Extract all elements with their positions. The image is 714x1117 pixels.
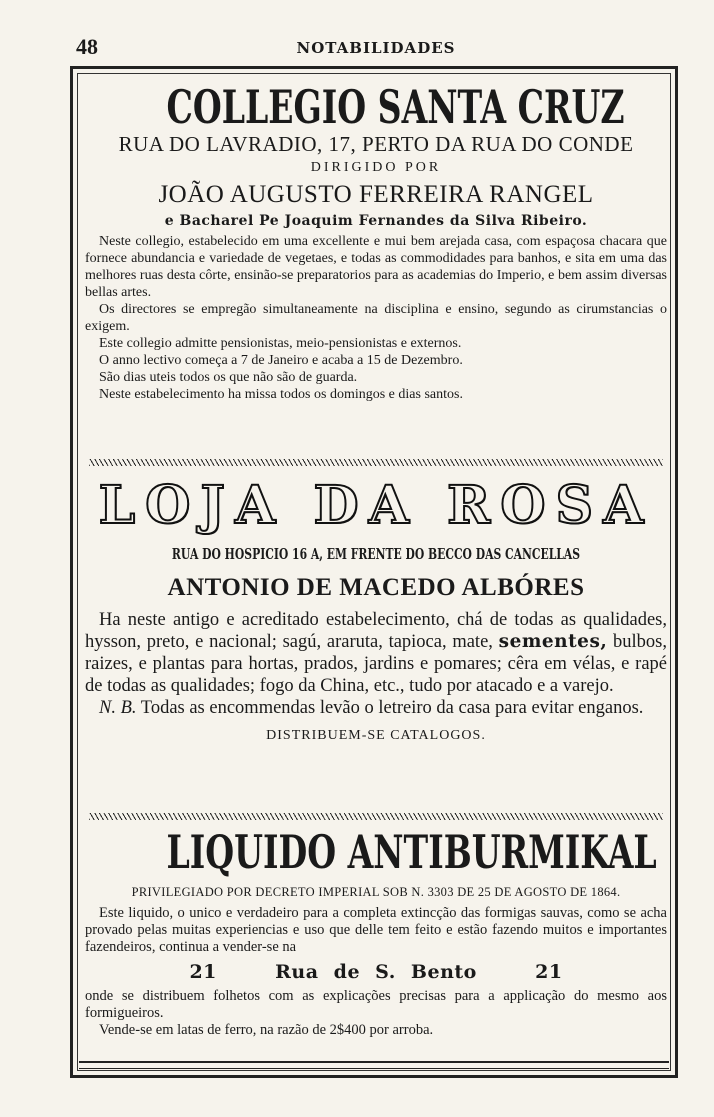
ad1-co-director: e Bacharel Pe Joaquim Fernandes da Silva Ribeiro. [164,213,588,229]
ad2-nb [85,697,667,719]
ad2-text-before: Ha neste antigo e acreditado estabelecimento, chá de todas as qualidades, hysson, preto, e nacional; sagú, araruta, tapioca, mate, [85,610,667,652]
ad1-paragraph-3: Este collegio admitte pensionistas, meio-pensionistas e externos. [99,336,462,351]
ad3-title: LIQUIDO ANTIBURMIKAL [166,825,657,879]
ad3-address-number: 21 [535,961,563,983]
ad-collegio-santa-cruz [85,80,667,403]
ad2-paragraph [85,609,667,697]
ad1-paragraph-4: O anno lectivo começa a 7 de Janeiro e acaba a 15 de Dezembro. [99,353,463,368]
ad3-address-number: 21 [189,961,217,983]
ad2-catalog: DISTRIBUEM-SE CATALOGOS. [266,728,486,743]
ad3-paragraph-3: Vende-se em latas de ferro, na razão de 2$400 por arroba. [99,1022,434,1038]
ad3-paragraph-2: onde se distribuem folhetos com as explicações precisas para a applicação do mesmo aos formigueiros. [85,988,667,1021]
ad-loja-da-rosa [85,473,667,747]
ad3-address [85,958,667,986]
ad2-nb-label: N. B. [99,698,137,718]
advertisement-frame [70,66,678,1078]
ad1-paragraph-5: São dias uteis todos os que não são de guarda. [99,370,358,385]
page-number: 48 [76,34,98,59]
ad3-paragraph-1: Este liquido, o unico e verdadeiro para a completa extincção das formigas sauvas, como se acha provado pelas muitas experiencias e uso que delle tem feito e estão fazendo muitos e importantes fazendeiros, continua a vender-se na [85,905,667,955]
ad1-title: COLLEGIO SANTA CRUZ [166,80,625,134]
ad3-address-street: Rua de S. Bento [275,961,477,983]
ad2-text-bold: sementes, [498,631,608,652]
running-title: NOTABILIDADES [296,39,456,57]
wavy-separator [89,813,663,820]
ad1-director: JOÃO AUGUSTO FERREIRA RANGEL [158,181,594,208]
ad2-title: LOJA DA ROSA [98,475,654,536]
ad1-paragraph-6: Neste estabelecimento ha missa todos os domingos e dias santos. [99,387,463,402]
ad1-address: RUA DO LAVRADIO, 17, PERTO DA RUA DO CONDE [118,132,634,156]
ad-liquido-antiburmikal [85,827,667,1039]
ad1-paragraph-1: Neste collegio, estabelecido em uma excellente e mui bem arejada casa, com espaçosa chacara que fornece abundancia e variedade de vegetaes, e todas as commodidades para banhos, e sita em uma das melhores ruas desta côrte, ensinão-se preparatorios para as academias do Imperio, e bem assim diversas bellas artes. [85,234,667,300]
ad1-paragraph-2: Os directores se empregão simultaneamente na disciplina e ensino, segundo as cirumstancias o exigem. [85,302,667,334]
wavy-separator [89,459,663,466]
ad3-privilege: PRIVILEGIADO POR DECRETO IMPERIAL SOB N. 3303 DE 25 DE AGOSTO DE 1864. [131,885,621,899]
ad1-directed-by: DIRIGIDO POR [310,160,442,175]
ad2-address: RUA DO HOSPICIO 16 A, EM FRENTE DO BECCO DAS CANCELLAS [171,545,581,563]
bottom-double-rule [79,1061,669,1069]
page-header [76,34,676,60]
ad2-nb-text: Todas as encommendas levão o letreiro da casa para evitar enganos. [136,698,644,718]
ad2-text-after: bulbos, raizes, e plantas para hortas, prados, jardins e pomares; cêra em vélas, e rapé de todas as qualidades; fogo da China, etc., tudo por atacado e a varejo. [85,632,668,696]
ad2-owner: ANTONIO DE MACEDO ALBÓRES [167,574,585,601]
